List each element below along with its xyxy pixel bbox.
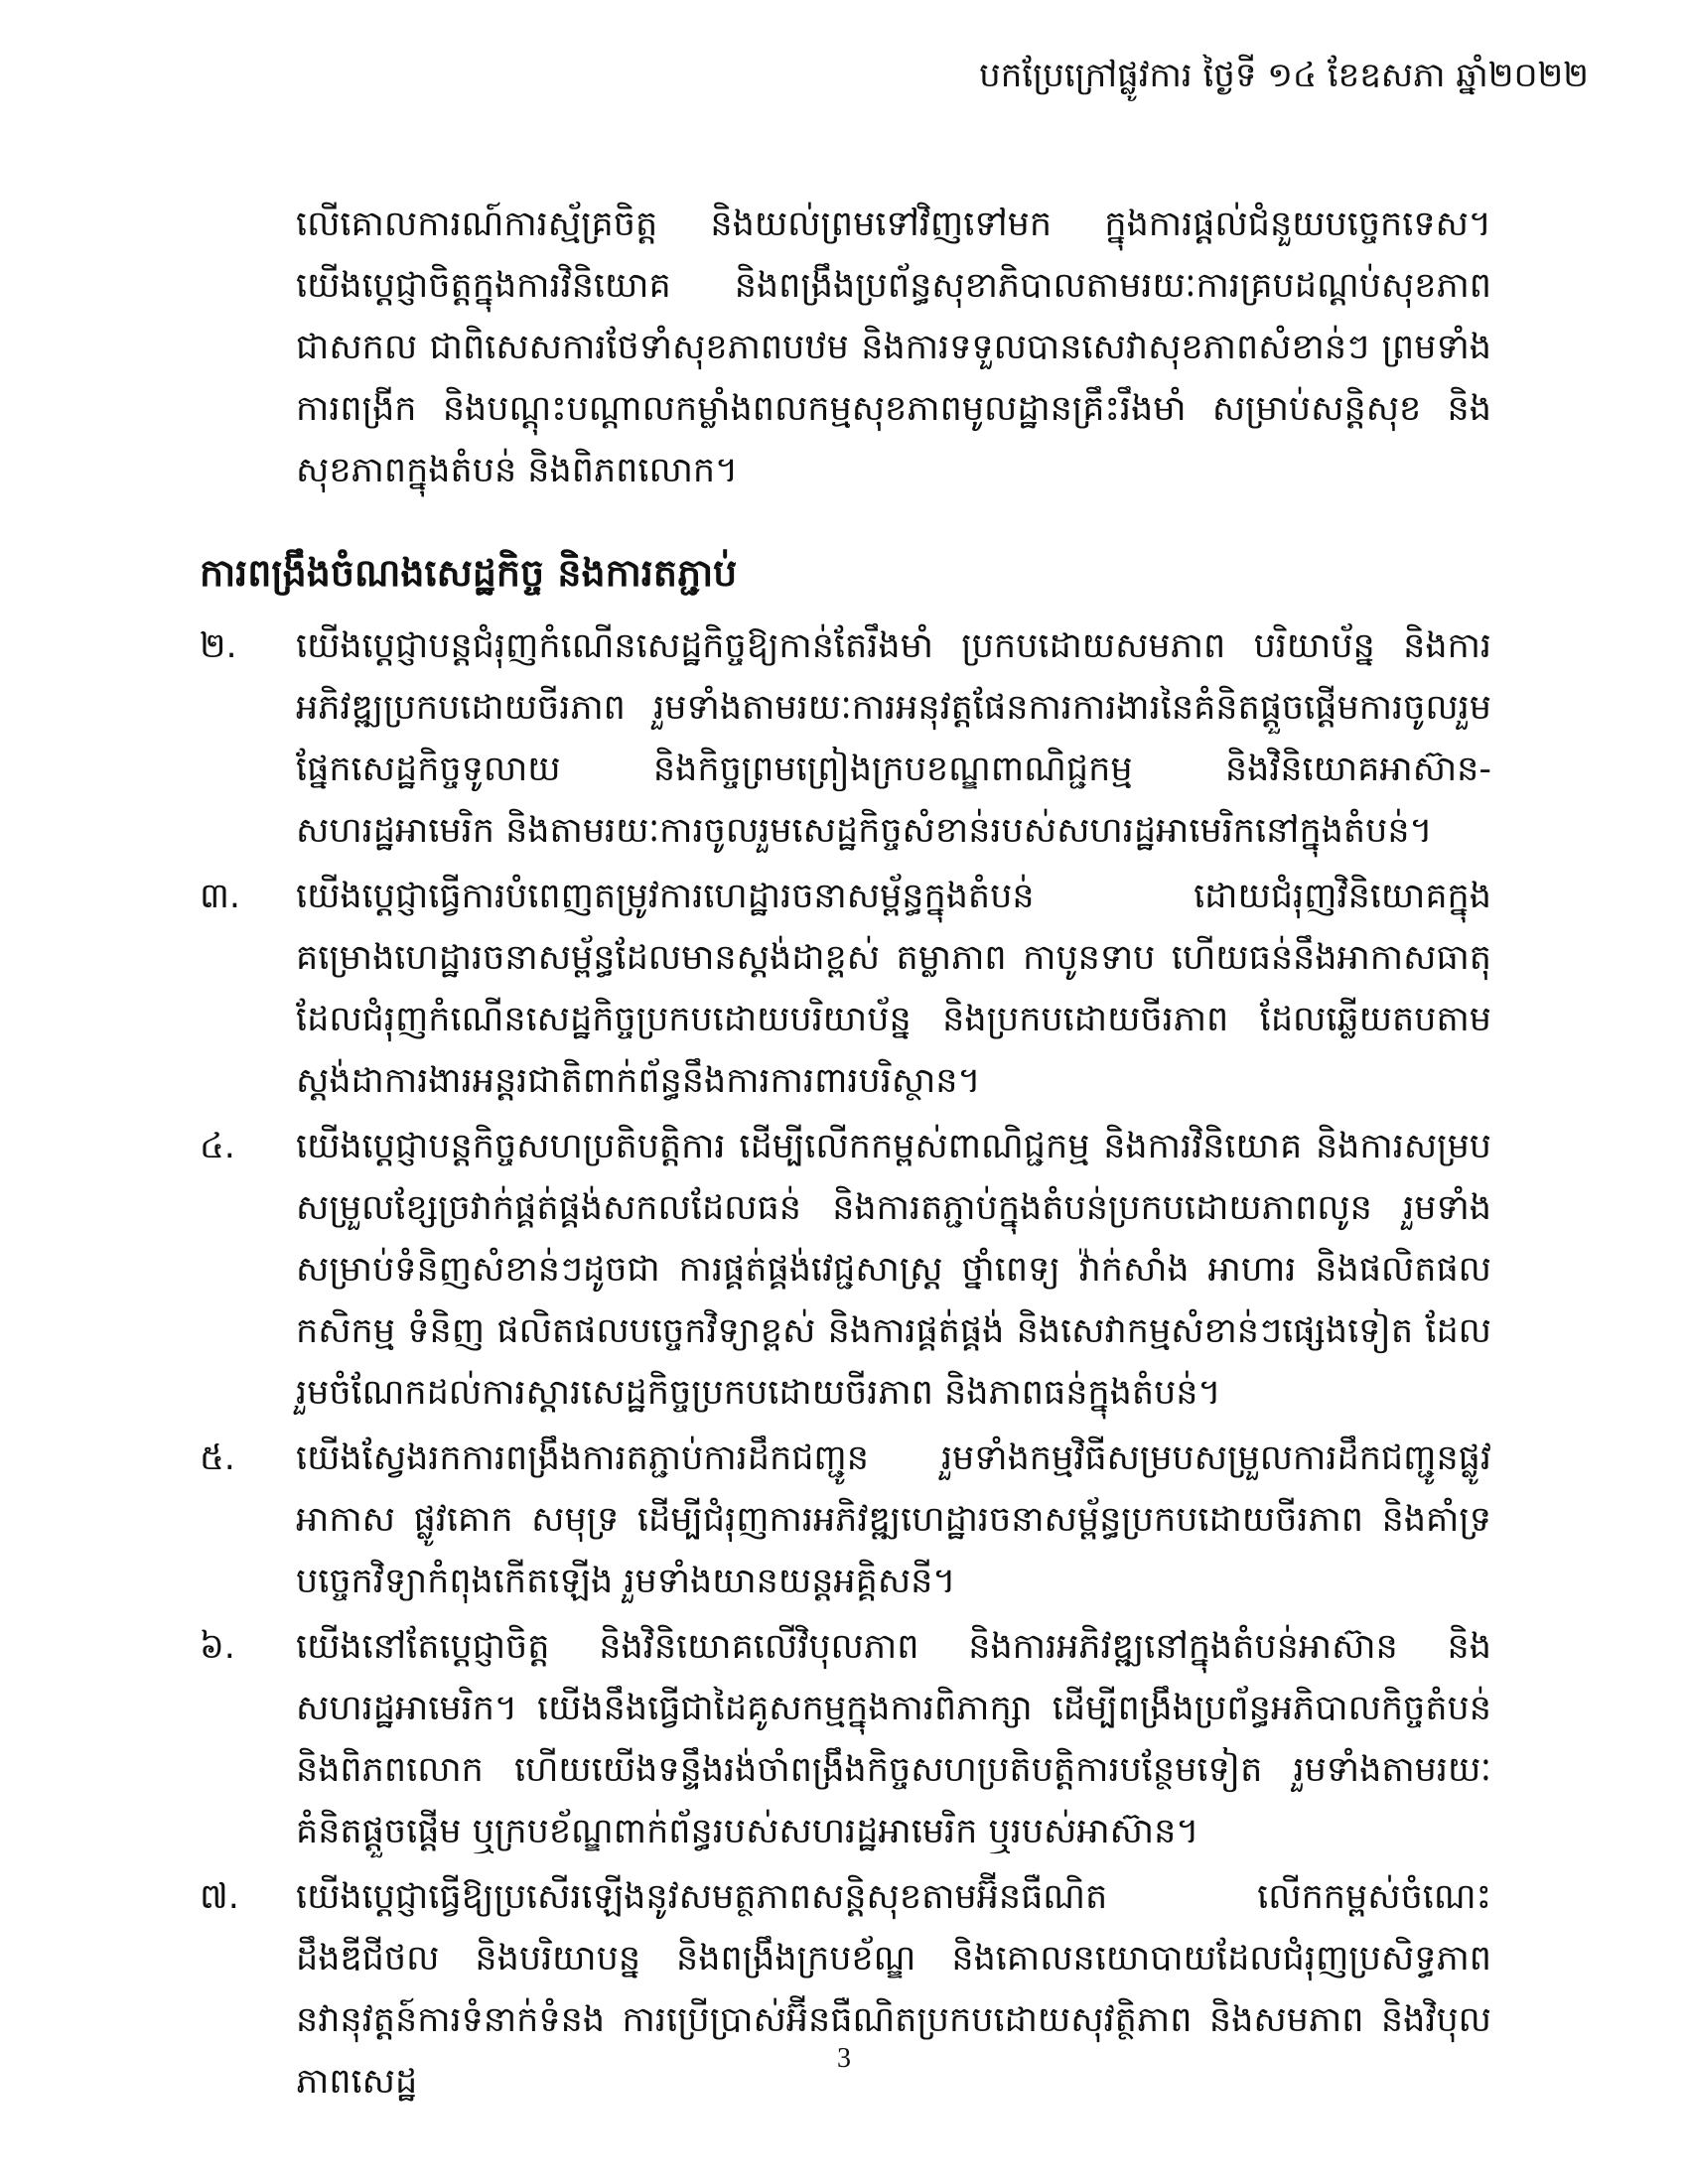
list-item-3	[200, 866, 1491, 1112]
item-text: យើងស្វែងរកការពង្រឹងការតភ្ជាប់ការដឹកជញ្ជូន រួមទាំងកម្មវិធីសម្របសម្រួលការដឹកជញ្ជូនផ្លូវអាកាស ផ្លូវគោក សមុទ្រ ដើម្បីជំរុញការអភិវឌ្ឍហេដ្ឋារចនាសម្ព័ន្ធប្រកបដោយចីរភាព និងគាំទ្របច្ចេកវិទ្យាកំពុងកើតឡើង រួមទាំងយានយន្តអគ្គិសនី។	[296, 1438, 1491, 1601]
header-translation-note: បកប្រែក្រៅផ្លូវការ ថ្ងៃទី ១៤ ខែឧសភា ឆ្នាំ២០២២	[979, 56, 1589, 95]
item-number: ៣.	[200, 877, 241, 916]
item-number: ៧.	[200, 1877, 239, 1917]
item-number: ៦.	[200, 1627, 235, 1667]
list-item-7	[200, 1866, 1491, 2113]
numbered-list	[200, 615, 1491, 2116]
item-text: យើងប្តេជ្ញាបន្តជំរុញកំណើនសេដ្ឋកិច្ចឱ្យកាន់តែរឹងមាំ ប្រកបដោយសមភាព បរិយាប័ន្ន និងការអភិវឌ្ឍប្រកបដោយចីរភាព រួមទាំងតាមរយៈការអនុវត្តផែនការការងារនៃគំនិតផ្តួចផ្តើមការចូលរួមផ្នែកសេដ្ឋកិច្ចទូលាយ និងកិច្ចព្រមព្រៀងក្របខណ្ឌពាណិជ្ជកម្ម និងវិនិយោគអាស៊ាន-សហរដ្ឋអាមេរិក និងតាមរយៈការចូលរួមសេដ្ឋកិច្ចសំខាន់របស់សហរដ្ឋអាមេរិកនៅក្នុងតំបន់។	[296, 626, 1491, 851]
section-title: ការពង្រឹងចំណងសេដ្ឋកិច្ច និងការតភ្ជាប់	[200, 551, 738, 595]
page-number: 3	[837, 2043, 851, 2074]
item-number: ៤.	[200, 1127, 235, 1166]
item-text: យើងប្តេជ្ញាបន្តកិច្ចសហប្រតិបត្តិការ ដើម្បីលើកកម្ពស់ពាណិជ្ជកម្ម និងការវិនិយោគ និងការសម្របសម្រួលខ្សែច្រវាក់ផ្គត់ផ្គង់សកលដែលធន់ និងការតភ្ជាប់ក្នុងតំបន់ប្រកបដោយភាពលូន រួមទាំងសម្រាប់ទំនិញសំខាន់ៗដូចជា ការផ្គត់ផ្គង់វេជ្ជសាស្ត្រ ថ្នាំពេទ្យ វ៉ាក់សាំង អាហារ និងផលិតផលកសិកម្ម ទំនិញ ផលិតផលបច្ចេកវិទ្យាខ្ពស់ និងការផ្គត់ផ្គង់ និងសេវាកម្មសំខាន់ៗផ្សេងទៀត ដែលរួមចំណែកដល់ការស្តារសេដ្ឋកិច្ចប្រកបដោយចីរភាព និងភាពធន់ក្នុងតំបន់។	[296, 1127, 1491, 1413]
list-item-6	[200, 1616, 1491, 1862]
item-number: ៥.	[200, 1438, 235, 1478]
list-item-2	[200, 615, 1491, 862]
list-item-4	[200, 1116, 1491, 1424]
item-number: ២.	[200, 626, 237, 666]
list-item-5	[200, 1428, 1491, 1612]
item-text: យើងប្តេជ្ញាធ្វើឱ្យប្រសើរឡើងនូវសមត្ថភាពសន្តិសុខតាមអ៊ីនធឺណិត លើកកម្ពស់ចំណេះដឹងឌីជីថល និងបរិយាបន្ន និងពង្រឹងក្របខ័ណ្ឌ និងគោលនយោបាយដែលជំរុញប្រសិទ្ធភាព នវានុវត្តន៍ការទំនាក់ទំនង ការប្រើប្រាស់អ៊ីនធឺណិតប្រកបដោយសុវត្ថិភាព និងសមភាព និងវិបុលភាពសេដ្ឋ	[296, 1877, 1491, 2102]
intro-paragraph: លើគោលការណ៍ការស្ម័គ្រចិត្ត និងយល់ព្រមទៅវិញទៅមក ក្នុងការផ្តល់ជំនួយបច្ចេកទេស។ យើងប្តេជ្ញាចិត្តក្នុងការវិនិយោគ និងពង្រឹងប្រព័ន្ធសុខាភិបាលតាមរយៈការគ្របដណ្តប់សុខភាពជាសកល ជាពិសេសការថែទាំសុខភាពបឋម និងការទទួលបានសេវាសុខភាពសំខាន់ៗ ព្រមទាំងការពង្រីក និងបណ្តុះបណ្តាលកម្លាំងពលកម្មសុខភាពមូលដ្ឋានគ្រឹះរឹងមាំ សម្រាប់សន្តិសុខ និងសុខភាពក្នុងតំបន់ និងពិភពលោក។	[296, 205, 1491, 490]
item-text: យើងប្តេជ្ញាធ្វើការបំពេញតម្រូវការហេដ្ឋារចនាសម្ព័ន្ធក្នុងតំបន់ ដោយជំរុញវិនិយោគក្នុងគម្រោងហេដ្ឋារចនាសម្ព័ន្ធដែលមានស្តង់ដាខ្ពស់ តម្លាភាព កាបូនទាប ហើយធន់នឹងអាកាសធាតុ ដែលជំរុញកំណើនសេដ្ឋកិច្ចប្រកបដោយបរិយាប័ន្ន និងប្រកបដោយចីរភាព ដែលឆ្លើយតបតាមស្តង់ដាការងារអន្តរជាតិពាក់ព័ន្ធនឹងការការពារបរិស្ថាន។	[296, 877, 1491, 1101]
item-text: យើងនៅតែប្តេជ្ញាចិត្ត និងវិនិយោគលើវិបុលភាព និងការអភិវឌ្ឍនៅក្នុងតំបន់អាស៊ាន និងសហរដ្ឋអាមេរិក។ យើងនឹងធ្វើជាដៃគូសកម្មក្នុងការពិភាក្សា ដើម្បីពង្រឹងប្រព័ន្ធអភិបាលកិច្ចតំបន់ និងពិភពលោក ហើយយើងទន្ទឹងរង់ចាំពង្រឹងកិច្ចសហប្រតិបត្តិការបន្ថែមទៀត រួមទាំងតាមរយៈគំនិតផ្តួចផ្តើម ឬក្របខ័ណ្ឌពាក់ព័ន្ធរបស់សហរដ្ឋអាមេរិក ឬរបស់អាស៊ាន។	[296, 1627, 1491, 1851]
